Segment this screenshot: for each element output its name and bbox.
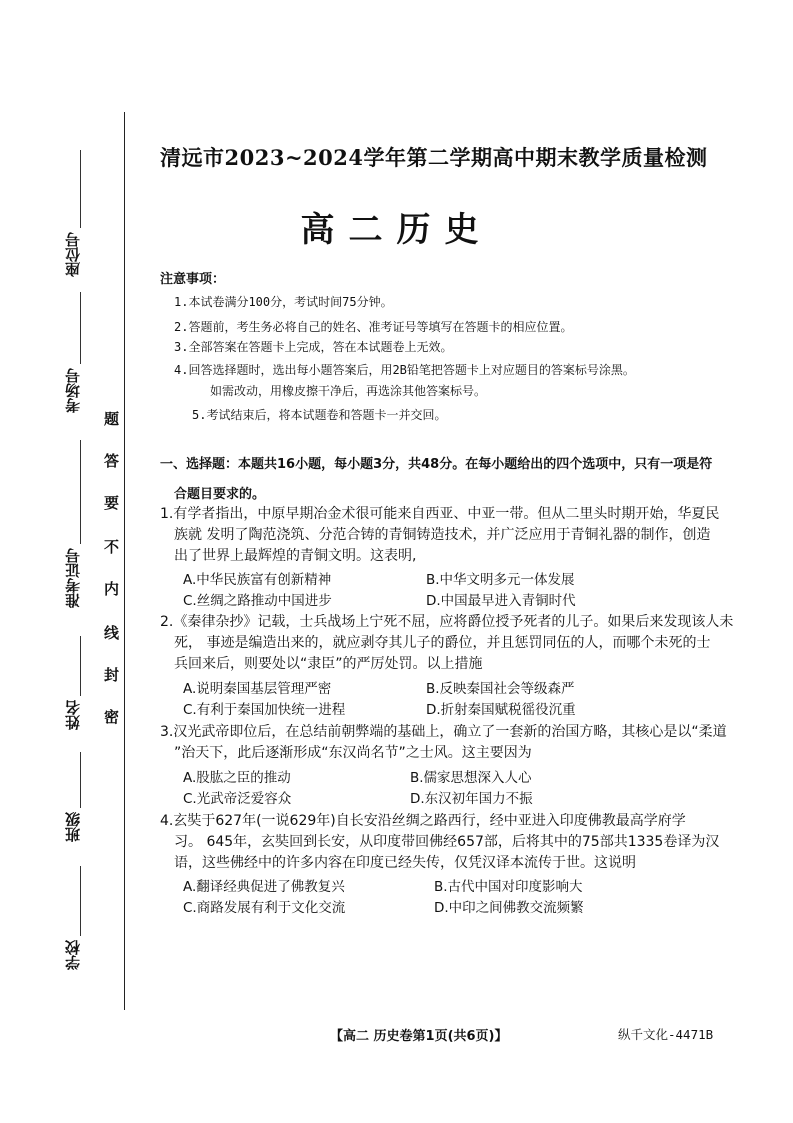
- question-line: 兵回来后，则要处以“隶臣”的严厉处罚。以上措施: [174, 656, 483, 672]
- seal-char: 封: [104, 666, 120, 684]
- section-heading-line: 合题目要求的。: [174, 487, 266, 502]
- option-d[interactable]: D.东汉初年国力不振: [410, 791, 533, 807]
- exam-room-blank[interactable]: [80, 292, 81, 364]
- question-line: 族就 发明了陶范浇筑、分范合铸的青铜铸造技术，并广泛应用于青铜礼器的制作，创造: [174, 527, 711, 543]
- option-a[interactable]: A.股肱之臣的推动: [183, 770, 291, 786]
- notice-item: 如需改动，用橡皮擦干净后，再选涂其他答案标号。: [210, 384, 487, 398]
- question-line: 2.《秦律杂抄》记载，士兵战场上宁死不屈，应将爵位授予死者的儿子。如果后来发现该人未: [160, 614, 734, 630]
- section-heading-line: 一、选择题：本题共16小题，每小题3分，共48分。在每小题给出的四个选项中，只有一项是符: [160, 457, 713, 472]
- seal-char: 密: [104, 708, 120, 726]
- option-d[interactable]: D.中印之间佛教交流频繁: [434, 900, 584, 916]
- name-label: 姓名: [64, 700, 82, 730]
- option-c[interactable]: C.光武帝泛爱容众: [183, 791, 292, 807]
- option-a[interactable]: A.中华民族富有创新精神: [183, 572, 332, 588]
- class-blank[interactable]: [80, 752, 81, 808]
- subject-title: 高二历史: [300, 210, 493, 250]
- ticket-number-label: 准考证号: [64, 548, 82, 608]
- seal-char: 不: [104, 538, 120, 556]
- question-4: [160, 811, 740, 874]
- option-b[interactable]: B.古代中国对印度影响大: [434, 879, 583, 895]
- page-footer: 【高二 历史卷第1页(共6页)】: [330, 1029, 508, 1044]
- exam-room-label: 考场号: [64, 368, 82, 413]
- school-label: 学校: [64, 940, 82, 970]
- question-line: 3.汉光武帝即位后，在总结前朝弊端的基础上，确立了一套新的治国方略，其核心是以“柔道: [160, 724, 727, 740]
- notice-heading: 注意事项：: [160, 272, 226, 287]
- exam-title: 清远市2023~2024学年第二学期高中期末教学质量检测: [160, 145, 708, 170]
- seal-char: 内: [104, 580, 120, 598]
- notice-item: 3.全部答案在答题卡上完成，答在本试题卷上无效。: [174, 340, 453, 354]
- seat-number-label: 座位号: [64, 232, 82, 277]
- notice-item: 2.答题前，考生务必将自己的姓名、准考证号等填写在答题卡的相应位置。: [174, 320, 573, 334]
- option-d[interactable]: D.折射秦国赋税徭役沉重: [426, 702, 576, 718]
- question-1: [160, 504, 740, 567]
- option-b[interactable]: B.儒家思想深入人心: [410, 770, 532, 786]
- question-3: [160, 722, 740, 764]
- option-b[interactable]: B.中华文明多元一体发展: [426, 572, 575, 588]
- option-d[interactable]: D.中国最早进入青铜时代: [426, 593, 576, 609]
- seal-char: 线: [104, 624, 120, 642]
- seal-char: 答: [104, 452, 120, 470]
- option-c[interactable]: C.商路发展有利于文化交流: [183, 900, 346, 916]
- section-heading: [160, 450, 750, 510]
- question-line: 习。 645年，玄奘回到长安，从印度带回佛经657部，后将其中的75部共1335卷译为汉: [174, 834, 720, 850]
- name-blank[interactable]: [80, 636, 81, 696]
- seal-char: 题: [104, 410, 120, 428]
- question-line: 1.有学者指出，中原早期冶金术很可能来自西亚、中亚一带。但从二里头时期开始，华夏民: [160, 506, 720, 522]
- question-line: 死， 事迹是编造出来的，就应剥夺其儿子的爵位，并且惩罚同伍的人，而哪个未死的士: [174, 635, 711, 651]
- ticket-number-blank[interactable]: [80, 440, 81, 544]
- question-line: 出了世界上最辉煌的青铜文明。这表明,: [174, 548, 417, 564]
- notice-item: 4.回答选择题时，选出每小题答案后，用2B铅笔把答题卡上对应题目的答案标号涂黑。: [174, 363, 635, 377]
- notice-item: 1.本试卷满分100分，考试时间75分钟。: [174, 295, 393, 309]
- question-line: 4.玄奘于627年(一说629年)自长安沿丝绸之路西行，经中亚进入印度佛教最高学府学: [160, 813, 686, 829]
- notice-item: 5.考试结束后，将本试题卷和答题卡一并交回。: [192, 408, 447, 422]
- option-a[interactable]: A.说明秦国基层管理严密: [183, 681, 332, 697]
- document-code: 纵千文化-4471B: [618, 1027, 714, 1042]
- seal-char: 要: [104, 494, 120, 512]
- question-line: 语，这些佛经中的许多内容在印度已经失传，仅凭汉译本流传于世。这说明: [174, 855, 636, 871]
- option-c[interactable]: C.丝绸之路推动中国进步: [183, 593, 332, 609]
- school-blank[interactable]: [80, 866, 81, 936]
- question-2: [160, 612, 740, 675]
- option-c[interactable]: C.有利于秦国加快统一进程: [183, 702, 346, 718]
- option-a[interactable]: A.翻译经典促进了佛教复兴: [183, 879, 345, 895]
- question-line: ”治天下，此后逐渐形成“东汉尚名节”之士风。这主要因为: [174, 745, 532, 761]
- option-b[interactable]: B.反映秦国社会等级森严: [426, 681, 575, 697]
- class-label: 班级: [64, 812, 82, 842]
